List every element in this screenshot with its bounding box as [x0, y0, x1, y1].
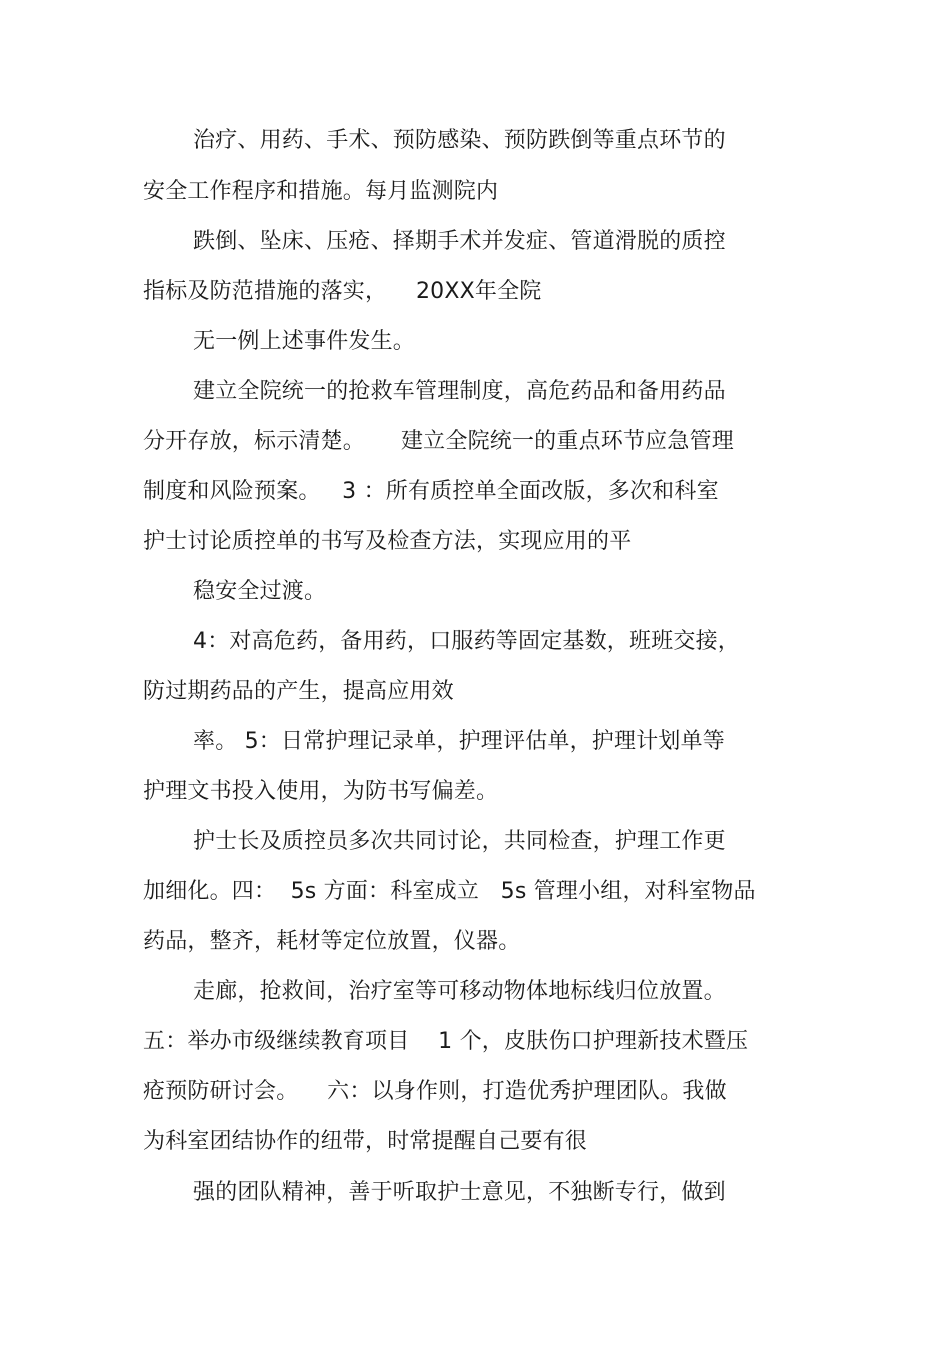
text-line: 跌倒、坠床、压疮、择期手术并发症、管道滑脱的质控	[193, 229, 726, 254]
text-line: 稳安全过渡。	[193, 579, 327, 604]
text-line: 分开存放，标示清楚。 建立全院统一的重点环节应急管理	[143, 429, 734, 454]
text-line: 强的团队精神，善于听取护士意见，不独断专行，做到	[193, 1180, 726, 1205]
text-line: 制度和风险预案。 3 ：所有质控单全面改版，多次和科室	[143, 479, 719, 504]
text-line: 药品，整齐，耗材等定位放置，仪器。	[143, 929, 521, 954]
text-line: 率。 5：日常护理记录单，护理评估单，护理计划单等	[193, 729, 725, 754]
text-line: 疮预防研讨会。 六：以身作则，打造优秀护理团队。我做	[143, 1079, 727, 1104]
text-line: 无一例上述事件发生。	[193, 329, 416, 354]
text-line: 走廊，抢救间，治疗室等可移动物体地标线归位放置。	[193, 979, 726, 1004]
text-line: 安全工作程序和措施。每月监测院内	[143, 179, 499, 204]
text-line: 五：举办市级继续教育项目 1 个，皮肤伤口护理新技术暨压	[143, 1029, 749, 1054]
text-line: 4：对高危药，备用药，口服药等固定基数，班班交接，	[193, 629, 740, 654]
text-line: 建立全院统一的抢救车管理制度，高危药品和备用药品	[193, 379, 726, 404]
text-line: 加细化。四： 5s 方面：科室成立 5s 管理小组，对科室物品	[143, 879, 756, 904]
text-line: 为科室团结协作的纽带，时常提醒自己要有很	[143, 1129, 588, 1154]
text-line: 护理文书投入使用，为防书写偏差。	[143, 779, 499, 804]
text-line: 指标及防范措施的落实， 20XX年全院	[143, 279, 542, 304]
text-line: 护士讨论质控单的书写及检查方法，实现应用的平	[143, 529, 632, 554]
text-line: 防过期药品的产生，提高应用效	[143, 679, 454, 704]
text-line: 治疗、用药、手术、预防感染、预防跌倒等重点环节的	[193, 128, 726, 153]
text-line: 护士长及质控员多次共同讨论，共同检查，护理工作更	[193, 829, 726, 854]
